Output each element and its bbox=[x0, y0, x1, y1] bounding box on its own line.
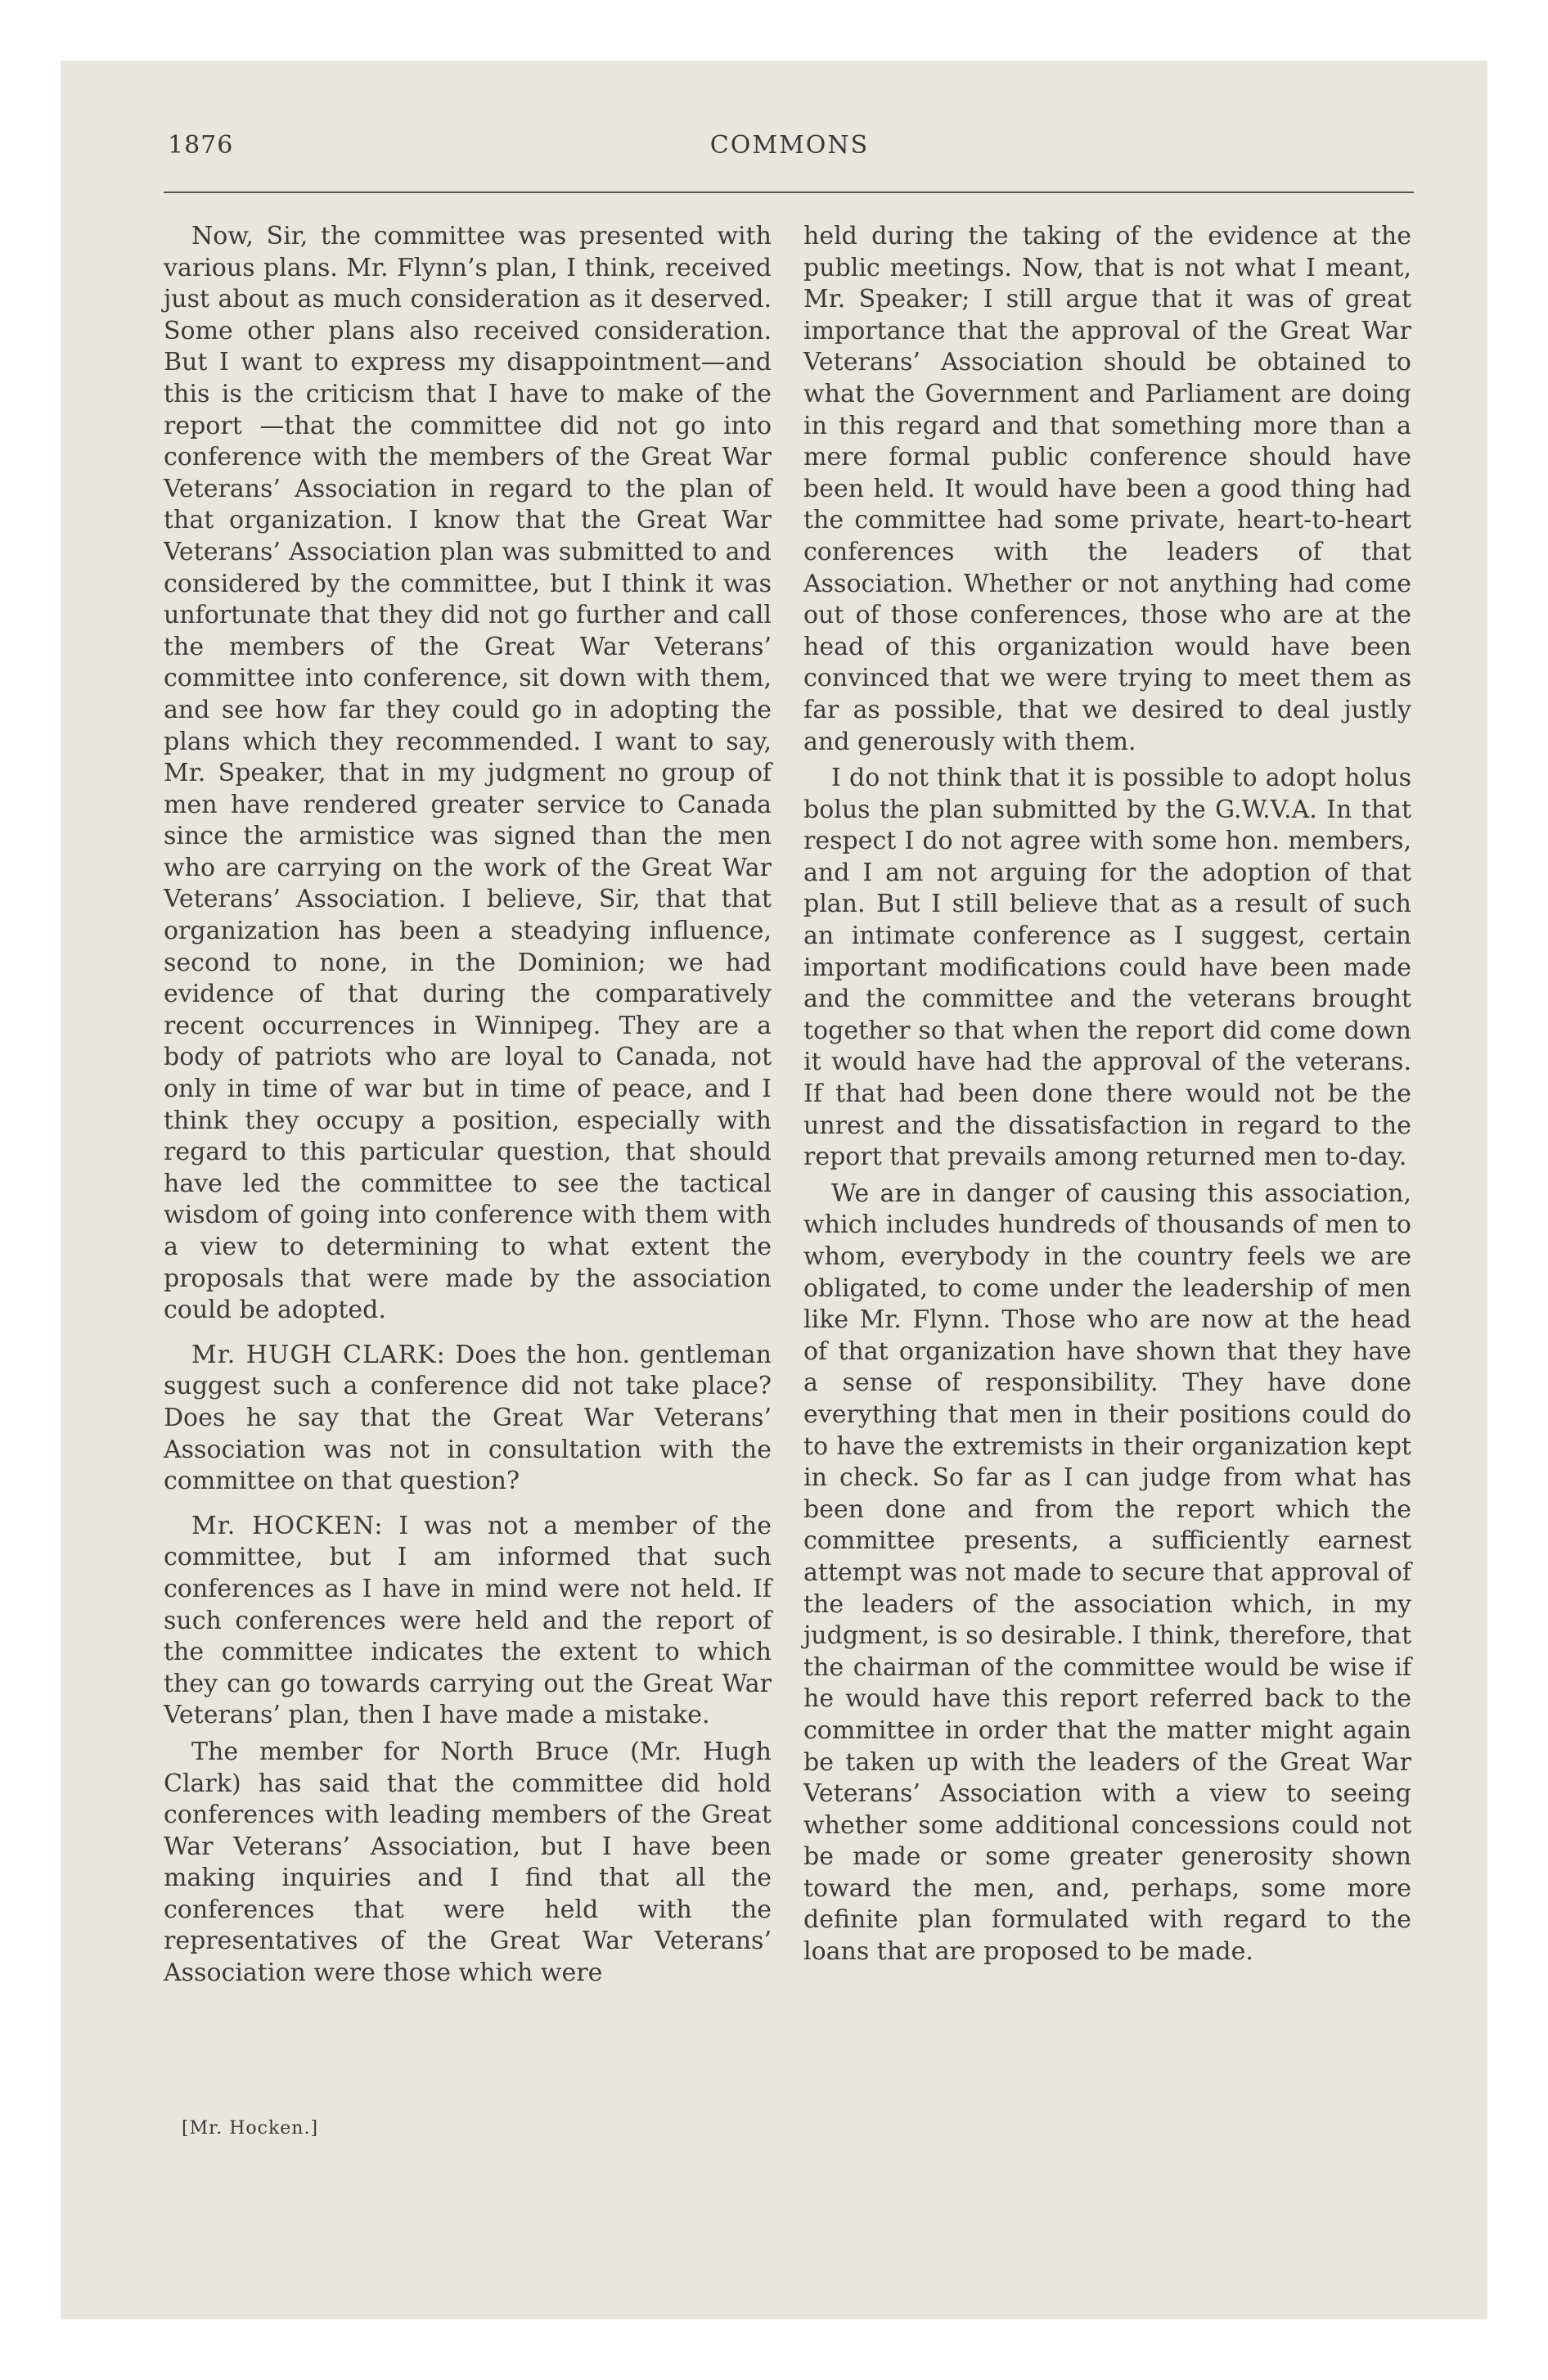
right-paragraph-1: held during the taking of the evidence at the public meetings. Now, that is not what I meant, Mr. Speaker; I still argue that it was of great importance that the approval of the Great War Veterans’ Association should be obtained to what the Government and Parliament are doing in this regard and that something more than a mere formal public conference should have been held. It would have been a good thing had the committee had some private, heart-to-heart conferences with the leaders of that Association. Whether or not anything had come out of those conferences, those who are at the head of this organization would have been convinced that we were trying to meet them as far as possible, that we desired to deal justly and generously with them. bbox=[803, 222, 1411, 756]
page-header bbox=[168, 131, 1411, 172]
left-paragraph-1: Now, Sir, the committee was presented with various plans. Mr. Flynn’s plan, I think, received just about as much consideration as it deserved. Some other plans also received consideration. But I want to express my disappointment—and this is the criticism that I have to make of the report —that the committee did not go into conference with the members of the Great War Veterans’ Association in regard to the plan of that organization. I know that the Great War Veterans’ Association plan was submitted to and considered by the committee, but I think it was unfortunate that they did not go further and call the members of the Great War Veterans’ committee into conference, sit down with them, and see how far they could go in adopting the plans which they recommended. I want to say, Mr. Speaker, that in my judgment no group of men have rendered greater service to Canada since the armistice was signed than the men who are carrying on the work of the Great War Veterans’ Association. I believe, Sir, that that organization has been a steadying influence, second to none, in the Dominion; we had evidence of that during the comparatively recent occurrences in Winnipeg. They are a body of patriots who are loyal to Canada, not only in time of war but in time of peace, and I think they occupy a position, especially with regard to this particular question, that should have led the committee to see the tactical wisdom of going into conference with them with a view to determining to what extent the proposals that were made by the association could be adopted. bbox=[164, 222, 772, 1325]
left-column bbox=[164, 221, 772, 1995]
left-paragraph-3 bbox=[164, 1511, 772, 1732]
left-paragraph-2-text: Does the hon. gentleman suggest such a conference did not take place? Does he say that the Great War Veterans’ Association was not in consultation with the committee on that question? bbox=[164, 1340, 772, 1496]
right-paragraph-3: We are in danger of causing this association, which includes hundreds of thousands of men to whom, everybody in the country feels we are obligated, to come under the leadership of men like Mr. Flynn. Those who are now at the head of that organization have shown that they have a sense of responsibility. They have done everything that men in their positions could do to have the extremists in their organization kept in check. So far as I can judge from what has been done and from the report which the committee presents, a sufficiently earnest attempt was not made to secure that approval of the leaders of the association which, in my judgment, is so desirable. I think, therefore, that the chairman of the committee would be wise if he would have this report referred back to the committee in order that the matter might again be taken up with the leaders of the Great War Veterans’ Association with a view to seeing whether some additional concessions could not be made or some greater generosity shown toward the men, and, perhaps, some more definite plan formulated with regard to the loans that are proposed to be made. bbox=[803, 1179, 1411, 1967]
left-paragraph-3-text: I was not a member of the committee, but I am informed that such conferences as I have in mind were not held. If such conferences were held and the report of the committee indicates the extent to which they can go towards carrying out the Great War Veterans’ plan, then I have made a mistake. bbox=[164, 1511, 772, 1730]
speaker-hugh-clark: Mr. HUGH CLARK: bbox=[191, 1340, 446, 1369]
page-number: 1876 bbox=[168, 131, 234, 160]
right-column bbox=[803, 221, 1411, 1973]
header-rule bbox=[164, 192, 1414, 193]
speaker-footer: [Mr. Hocken.] bbox=[182, 2118, 319, 2139]
running-title: COMMONS bbox=[709, 131, 870, 160]
right-paragraph-2: I do not think that it is possible to adopt holus bolus the plan submitted by the G.W.V.A. In that respect I do not agree with some hon. members, and I am not arguing for the adoption of that plan. But I still believe that as a result of such an intimate conference as I suggest, certain important modifications could have been made and the committee and the veterans brought together so that when the report did come down it would have had the approval of the veterans. If that had been done there would not be the unrest and the dissatisfaction in regard to the report that prevails among returned men to-day. bbox=[803, 764, 1411, 1172]
left-paragraph-4: The member for North Bruce (Mr. Hugh Clark) has said that the committee did hold conferences with leading members of the Great War Veterans’ Association, but I have been making inquiries and I find that all the conferences that were held with the representatives of the Great War Veterans’ Association were those which were bbox=[164, 1737, 772, 1988]
speaker-hocken: Mr. HOCKEN: bbox=[191, 1511, 384, 1540]
left-paragraph-2 bbox=[164, 1340, 772, 1498]
